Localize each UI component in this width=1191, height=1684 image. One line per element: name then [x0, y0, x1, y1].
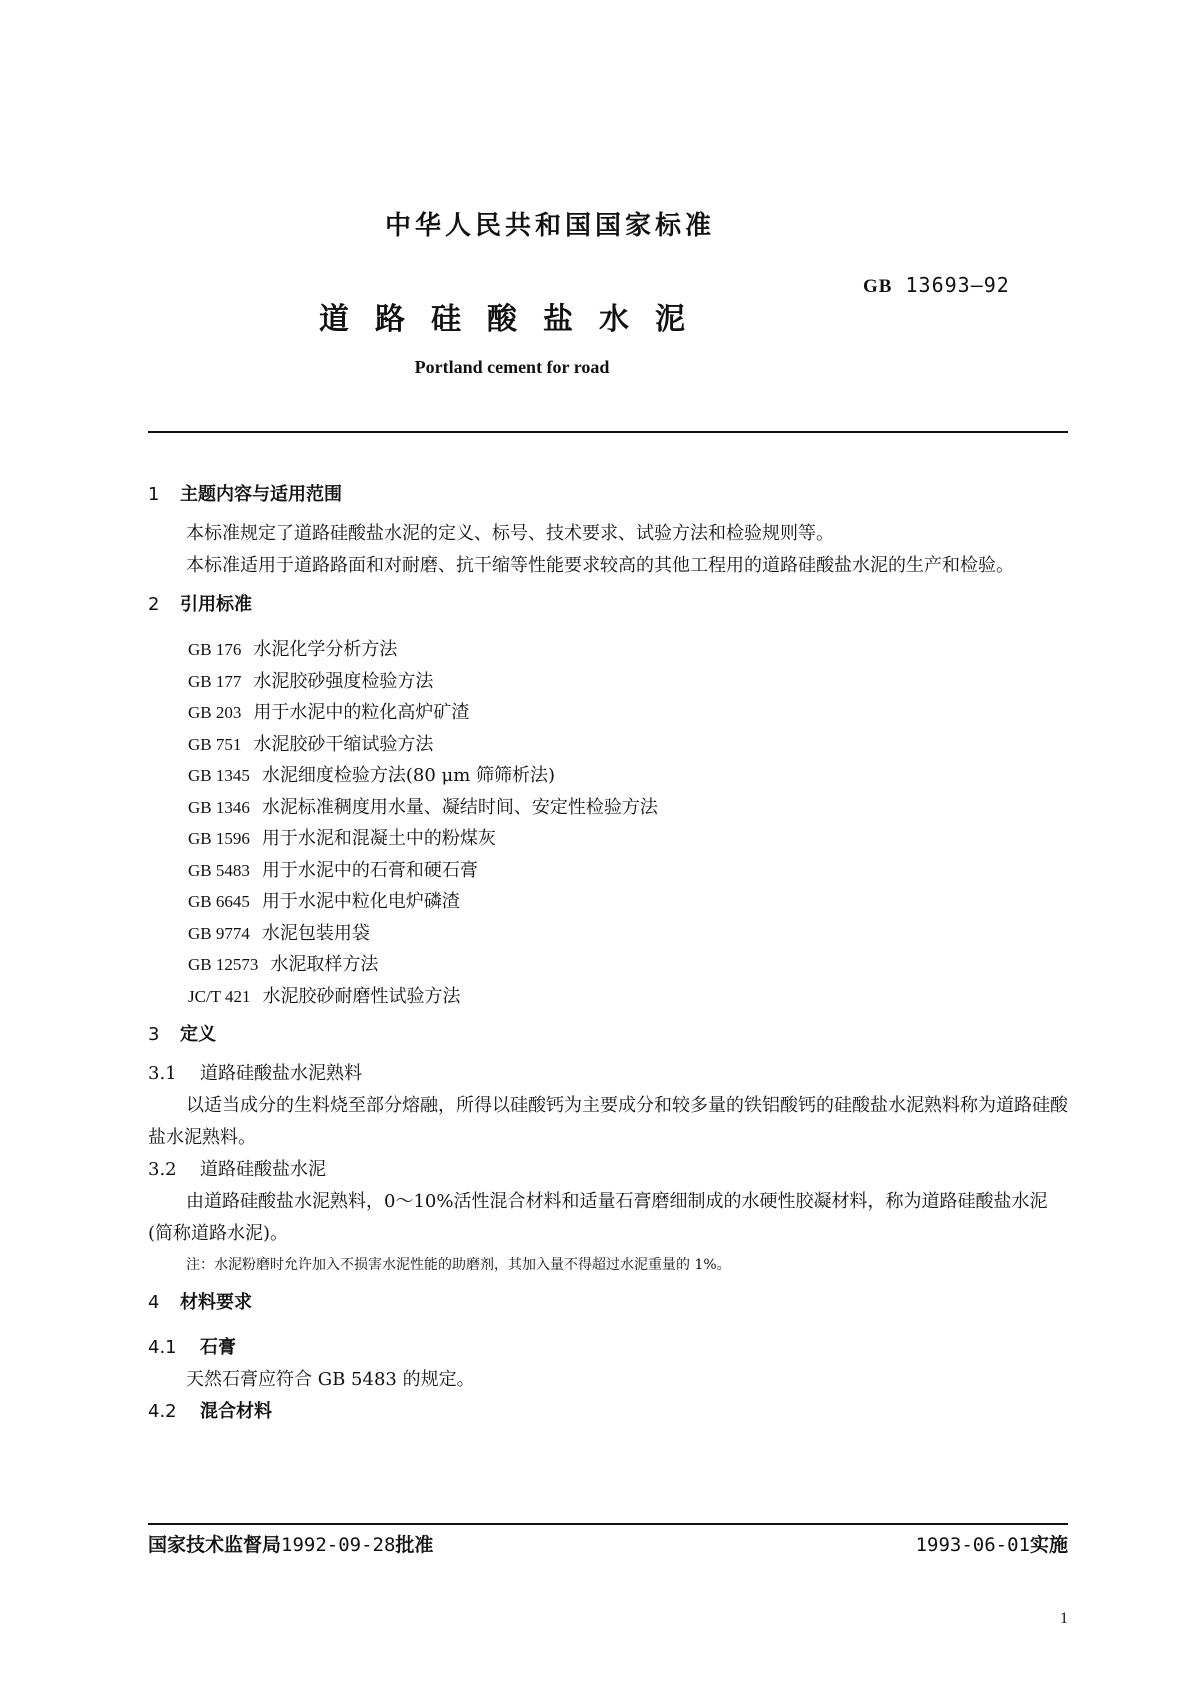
reference-code: GB 9774	[188, 923, 250, 943]
section-number: 2	[148, 594, 160, 615]
subsection-title: 混合材料	[200, 1401, 272, 1422]
reference-name: 用于水泥中的粒化高炉矿渣	[253, 702, 470, 723]
subsection-3-1-heading	[148, 1058, 1068, 1090]
page-number: 1	[1060, 1610, 1068, 1627]
reference-name: 水泥化学分析方法	[253, 639, 398, 660]
reference-name: 用于水泥中粒化电炉磷渣	[261, 891, 460, 912]
reference-code: GB 203	[188, 703, 242, 722]
subsection-title: 道路硅酸盐水泥熟料	[200, 1063, 362, 1084]
reference-list	[148, 634, 1068, 1012]
subsection-number: 4.1	[148, 1337, 177, 1358]
effective-line	[916, 1530, 1068, 1557]
reference-name: 水泥胶砂耐磨性试验方法	[262, 985, 461, 1007]
section-title: 材料要求	[180, 1292, 252, 1313]
reference-item	[148, 981, 1068, 1013]
reference-item	[148, 855, 1068, 887]
effective-date: 1993-06-01	[915, 1534, 1030, 1556]
section-2-heading	[148, 590, 1068, 620]
reference-name: 用于水泥和混凝土中的粉煤灰	[261, 828, 496, 849]
reference-item	[148, 760, 1068, 792]
reference-code: GB 1346	[188, 797, 250, 817]
section-title: 引用标准	[180, 594, 252, 615]
approval-date: 1992-09-28	[281, 1534, 396, 1556]
national-standard-heading: 中华人民共和国国家标准	[384, 211, 715, 241]
standard-code-number: 13693—92	[905, 273, 1010, 297]
reference-item	[148, 823, 1068, 855]
section-1-heading	[148, 480, 1068, 510]
subsection-3-2-heading	[148, 1154, 1068, 1186]
subsection-title: 道路硅酸盐水泥	[200, 1159, 326, 1180]
subsection-number: 3.2	[148, 1159, 177, 1180]
reference-name: 水泥标准稠度用水量、凝结时间、安定性检验方法	[261, 796, 658, 818]
document-title: 道路硅酸盐水泥	[319, 302, 711, 337]
section-title: 定义	[180, 1024, 216, 1045]
reference-code: GB 1596	[188, 829, 250, 848]
reference-item	[148, 886, 1068, 918]
footer-divider	[148, 1523, 1068, 1525]
reference-code: GB 5483	[188, 860, 250, 880]
issuer: 国家技术监督局	[148, 1534, 282, 1556]
reference-code: GB 12573	[188, 955, 259, 974]
subsection-3-2-text: 由道路硅酸盐水泥熟料，0～10%活性混合材料和适量石膏磨细制成的水硬性胶凝材料，称为道路硅酸盐水泥(简称道路水泥)。	[148, 1191, 1048, 1244]
reference-item	[148, 918, 1068, 950]
subsection-4-2-heading	[148, 1396, 1068, 1428]
approval-line	[148, 1530, 433, 1557]
reference-item	[148, 729, 1068, 761]
document-subtitle: Portland cement for road	[414, 357, 610, 377]
subsection-4-1-text: 天然石膏应符合 GB 5483 的规定。	[186, 1369, 475, 1390]
subsection-title: 石膏	[200, 1337, 236, 1358]
reference-item	[148, 792, 1068, 824]
reference-code: JC/T 421	[188, 986, 251, 1006]
section-3-heading	[148, 1020, 1068, 1050]
reference-code: GB 177	[188, 671, 242, 691]
reference-item	[148, 697, 1068, 729]
approval-suffix: 批准	[395, 1534, 434, 1556]
reference-name: 水泥取样方法	[270, 954, 379, 975]
reference-name: 水泥包装用袋	[261, 922, 370, 944]
reference-code: GB 751	[188, 734, 242, 754]
document-body	[148, 480, 1068, 1428]
standard-code-prefix: GB	[863, 276, 893, 297]
reference-code: GB 1345	[188, 766, 250, 785]
reference-name: 水泥细度检验方法(80 μm 筛筛析法)	[261, 765, 556, 786]
reference-code: GB 6645	[188, 892, 250, 911]
reference-name: 用于水泥中的石膏和硬石膏	[261, 859, 478, 881]
reference-name: 水泥胶砂干缩试验方法	[253, 733, 434, 755]
subsection-number: 4.2	[148, 1401, 177, 1422]
reference-item	[148, 949, 1068, 981]
section-number: 1	[148, 484, 160, 505]
reference-code: GB 176	[188, 640, 242, 659]
section-1-paragraph-1: 本标准规定了道路硅酸盐水泥的定义、标号、技术要求、试验方法和检验规则等。	[186, 523, 834, 544]
section-number: 3	[148, 1024, 160, 1045]
effective-suffix: 实施	[1029, 1534, 1068, 1556]
subsection-3-1-text: 以适当成分的生料烧至部分熔融，所得以硅酸钙为主要成分和较多量的铁铝酸钙的硅酸盐水泥熟料称为道路硅酸盐水泥熟料。	[148, 1095, 1068, 1148]
section-number: 4	[148, 1292, 160, 1313]
section-title: 主题内容与适用范围	[180, 484, 342, 505]
note-text: 注：水泥粉磨时允许加入不损害水泥性能的助磨剂，其加入量不得超过水泥重量的 1%。	[186, 1257, 731, 1273]
header-divider	[148, 431, 1068, 433]
reference-name: 水泥胶砂强度检验方法	[253, 670, 434, 692]
section-4-heading	[148, 1288, 1068, 1318]
reference-item	[148, 666, 1068, 698]
subsection-4-1-heading	[148, 1332, 1068, 1364]
subsection-number: 3.1	[148, 1063, 177, 1084]
reference-item	[148, 634, 1068, 666]
section-1-paragraph-2: 本标准适用于道路路面和对耐磨、抗干缩等性能要求较高的其他工程用的道路硅酸盐水泥的生产和检验。	[186, 555, 1014, 576]
